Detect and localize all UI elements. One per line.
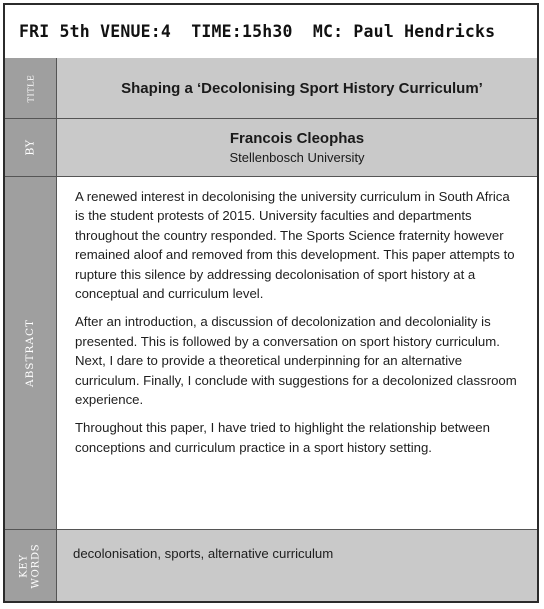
abstract-row [5,177,537,530]
keywords-text: decolonisation, sports, alternative curriculum [73,546,334,561]
title-label: TITLE [25,74,35,102]
abstract-paragraph: A renewed interest in decolonising the university curriculum in South Africa is the student protests of 2015. University faculties and departments throughout the country responded. The Sports Science fraternity however remained aloof and removed from this development. This paper attempts to rupture this silence by addressing decolonisation of sport history at a conceptual and curriculum level. [75,189,515,302]
session-card [3,3,539,603]
abstract-body [57,177,537,457]
keywords-label-line2: WORDS [30,543,42,588]
abstract-paragraph: Throughout this paper, I have tried to highlight the relationship between conceptions and curriculum practice in a sport history setting. [75,420,490,455]
title-cell [57,58,537,118]
paper-title: Shaping a ‘Decolonising Sport History Curriculum’ [121,79,483,97]
keywords-label [19,543,43,588]
keywords-cell [57,530,537,601]
title-label-cell [5,58,57,118]
keywords-row [5,530,537,601]
author-cell [57,119,537,176]
abstract-cell [57,177,537,529]
keywords-label-line1: KEY [18,553,30,578]
by-label: BY [23,139,37,156]
author-row [5,119,537,177]
by-label-cell [5,119,57,176]
session-header: FRI 5th VENUE:4 TIME:15h30 MC: Paul Hendricks [5,5,537,59]
abstract-paragraph: After an introduction, a discussion of decolonization and decoloniality is presented. This is followed by a conversation on sport history curriculum. Next, I dare to provide a theoretical underpinning for an alternative curriculum. Finally, I conclude with suggestions for a decolonized classroom experience. [75,314,517,408]
abstract-label-cell [5,177,57,529]
keywords-label-cell [5,530,57,601]
title-row [5,58,537,119]
author-name: Francois Cleophas [229,129,365,147]
author-institution: Stellenbosch University [229,149,365,165]
abstract-label: ABSTRACT [24,318,37,388]
